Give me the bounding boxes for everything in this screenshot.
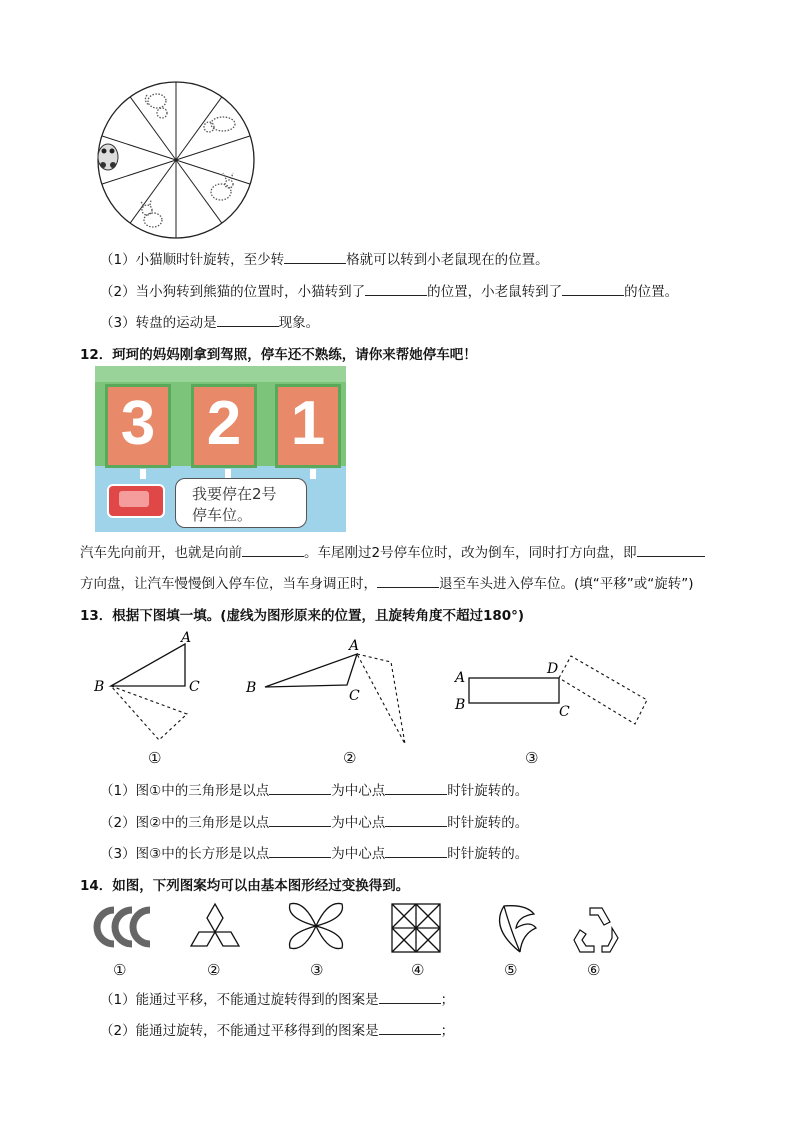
q14-patterns [90, 898, 630, 960]
parking-illustration [95, 366, 346, 532]
answer-blank[interactable] [379, 1020, 441, 1035]
pattern-label-1: ① [113, 961, 127, 979]
petal-pattern-icon [290, 903, 343, 948]
answer-blank[interactable] [242, 542, 304, 557]
recycle-pattern-icon [574, 908, 618, 952]
q13-sub3: （3）图③中的长方形是以点 为中心点 时针旋转的。 [100, 842, 528, 862]
q13-title: 13．根据下图填一填。(虚线为图形原来的位置，且旋转角度不超过180°) [80, 608, 525, 624]
answer-blank[interactable] [284, 249, 346, 264]
answer-blank[interactable] [377, 573, 439, 588]
slot-3[interactable]: 3 [120, 389, 156, 458]
car-icon [107, 484, 165, 518]
answer-blank[interactable] [269, 780, 331, 795]
slot-1[interactable]: 1 [290, 389, 326, 458]
q11-sub1: （1）小猫顺时针旋转，至少转 格就可以转到小老鼠现在的位置。 [100, 248, 549, 268]
label-C: C [189, 679, 200, 695]
pattern-label-4: ④ [411, 961, 425, 979]
q12-text-line1: 汽车先向前开，也就是向前 。车尾刚过2号停车位时，改为倒车，同时打方向盘，即 [80, 541, 705, 561]
figure-2 [245, 638, 405, 744]
figure-3 [453, 656, 647, 724]
answer-blank[interactable] [217, 312, 279, 327]
q12-text-line2: 方向盘，让汽车慢慢倒入停车位，当车身调正时， 退至车头进入停车位。(填“平移”或“旋转”) [80, 572, 694, 592]
answer-blank[interactable] [385, 843, 447, 858]
grid-pattern-icon [392, 904, 440, 952]
q14-title: 14．如图，下列图案均可以由基本图形经过变换得到。 [80, 878, 410, 894]
label-A: A [455, 670, 466, 686]
label-A: A [349, 638, 360, 654]
label-B: B [246, 680, 257, 696]
q13-figures [85, 628, 675, 768]
label-B: B [455, 697, 466, 713]
pattern-label-6: ⑥ [587, 961, 601, 979]
figure-1 [93, 630, 200, 740]
q14-sub2: （2）能通过旋转，不能通过平移得到的图案是 ； [100, 1019, 454, 1039]
leaf-pattern-icon [500, 906, 536, 952]
q14-sub1: （1）能通过平移，不能通过旋转得到的图案是 ； [100, 988, 454, 1008]
answer-blank[interactable] [385, 812, 447, 827]
q12-title: 12．珂珂的妈妈刚拿到驾照，停车还不熟练，请你来帮她停车吧！ [80, 347, 477, 363]
answer-blank[interactable] [562, 281, 624, 296]
answer-blank[interactable] [269, 812, 331, 827]
label-B: B [94, 679, 105, 695]
pattern-label-5: ⑤ [504, 961, 518, 979]
answer-blank[interactable] [385, 780, 447, 795]
answer-blank[interactable] [365, 281, 427, 296]
fig-label-3: ③ [525, 749, 539, 767]
answer-blank[interactable] [637, 542, 705, 557]
ccc-pattern-icon [97, 910, 150, 944]
pattern-label-2: ② [207, 961, 221, 979]
panda-icon [98, 144, 118, 170]
q13-sub2: （2）图②中的三角形是以点 为中心点 时针旋转的。 [100, 811, 528, 831]
fig-label-2: ② [343, 749, 357, 767]
answer-blank[interactable] [379, 989, 441, 1004]
q11-sub2: （2）当小狗转到熊猫的位置时，小猫转到了 的位置，小老鼠转到了 的位置。 [100, 280, 678, 300]
label-C: C [349, 688, 360, 704]
label-A: A [181, 630, 192, 646]
q13-sub1: （1）图①中的三角形是以点 为中心点 时针旋转的。 [100, 779, 528, 799]
pattern-label-3: ③ [310, 961, 324, 979]
q11-sub3: （3）转盘的运动是 现象。 [100, 311, 319, 331]
slot-2[interactable]: 2 [206, 389, 242, 458]
fig-label-1: ① [148, 749, 162, 767]
label-D: D [547, 661, 559, 677]
diamond-pattern-icon [191, 904, 239, 946]
label-C: C [559, 704, 570, 720]
answer-blank[interactable] [269, 843, 331, 858]
speech-bubble: 我要停在2号 停车位。 [175, 478, 307, 528]
spinner-wheel [95, 79, 257, 241]
